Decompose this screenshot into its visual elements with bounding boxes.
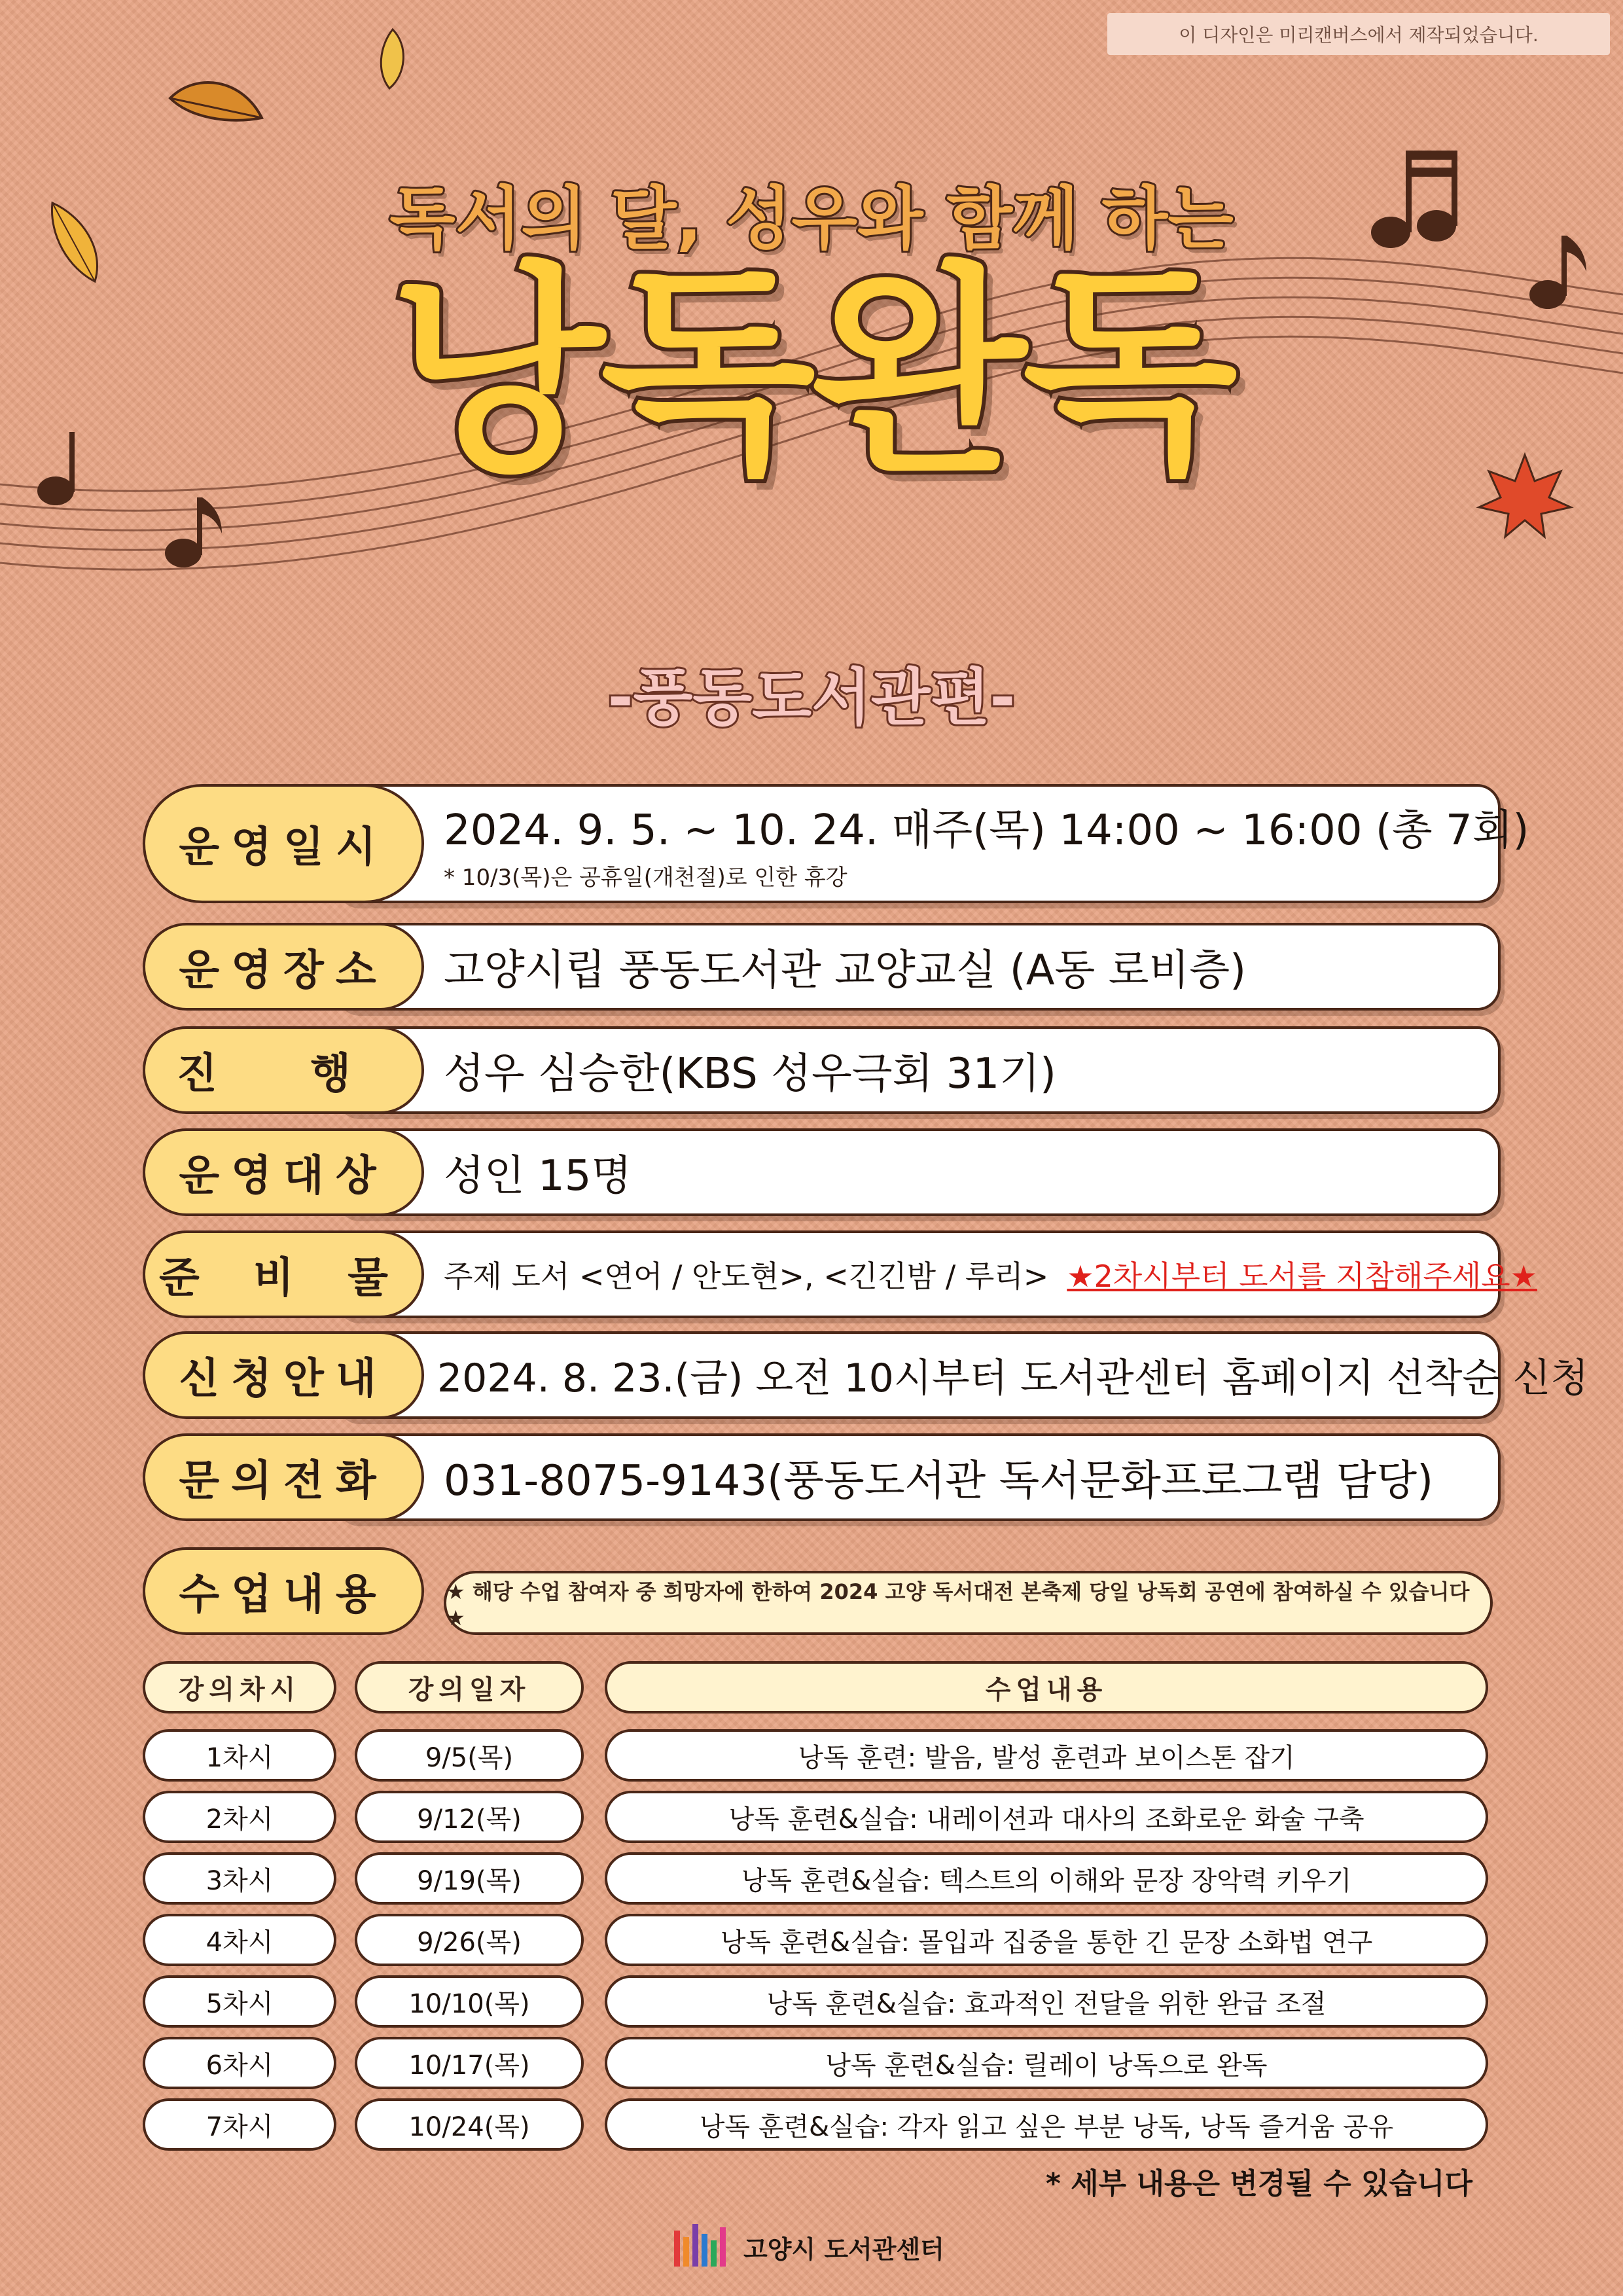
content-cell: 낭독 훈련&실습: 텍스트의 이해와 문장 장악력 키우기	[605, 1852, 1488, 1905]
poster-title: 낭독완독	[389, 243, 1234, 503]
table-header-date: 강의일자	[355, 1661, 584, 1713]
info-label: 운영대상	[143, 1128, 424, 1216]
info-label: 운영일시	[143, 784, 424, 903]
poster-subtitle: 독서의 달, 성우와 함께 하는	[389, 179, 1234, 259]
curriculum-label: 수업내용	[143, 1547, 424, 1635]
session-cell: 3차시	[143, 1852, 336, 1905]
content-cell: 낭독 훈련&실습: 효과적인 전달을 위한 완급 조절	[605, 1975, 1488, 2028]
change-footnote: * 세부 내용은 변경될 수 있습니다	[1045, 2167, 1472, 2200]
design-credit: 이 디자인은 미리캔버스에서 제작되었습니다.	[1107, 13, 1610, 55]
session-cell: 1차시	[143, 1729, 336, 1782]
music-note-icon	[37, 432, 75, 505]
info-value-group	[437, 1331, 1589, 1419]
leaf-icon	[373, 26, 412, 92]
maple-leaf-icon	[1476, 452, 1574, 543]
info-row-target	[143, 1128, 1501, 1216]
info-row-application	[143, 1331, 1589, 1419]
info-value: 주제 도서 <연어 / 안도현>, <긴긴밤 / 루리>	[444, 1259, 1049, 1294]
content-cell: 낭독 훈련&실습: 릴레이 낭독으로 완독	[605, 2037, 1488, 2089]
session-cell: 6차시	[143, 2037, 336, 2089]
logo-text: 고양시 도서관센터	[743, 2234, 944, 2264]
table-header-session: 강의차시	[143, 1661, 336, 1713]
info-note: * 10/3(목)은 공휴일(개천절)로 인한 휴강	[444, 864, 847, 891]
music-note-icon	[165, 497, 222, 567]
info-value: 2024. 9. 5. ~ 10. 24. 매주(목) 14:00 ~ 16:00 (총 7회)	[444, 806, 1529, 855]
info-row-contact	[143, 1433, 1501, 1521]
leaf-icon	[164, 72, 268, 131]
info-label: 문의전화	[143, 1433, 424, 1521]
date-cell: 10/24(목)	[355, 2098, 584, 2151]
contact-phone: 031-8075-9143(풍동도서관 독서문화프로그램 담당)	[444, 1457, 1434, 1505]
session-cell: 4차시	[143, 1914, 336, 1966]
info-value: 고양시립 풍동도서관 교양교실 (A동 로비층)	[444, 946, 1247, 995]
info-row-schedule	[143, 784, 1529, 903]
info-value-group	[444, 923, 1488, 1011]
content-cell: 낭독 훈련&실습: 내레이션과 대사의 조화로운 화술 구축	[605, 1791, 1488, 1843]
leaf-icon	[43, 196, 108, 288]
table-header-content: 수업내용	[605, 1661, 1488, 1713]
session-cell: 2차시	[143, 1791, 336, 1843]
library-center-logo	[674, 2224, 944, 2270]
content-cell: 낭독 훈련&실습: 각자 읽고 싶은 부분 낭독, 낭독 즐거움 공유	[605, 2098, 1488, 2151]
info-value-group	[444, 784, 1529, 903]
poster-edition: -풍동도서관편-	[607, 662, 1016, 734]
info-value-group	[444, 1433, 1488, 1521]
date-cell: 9/5(목)	[355, 1729, 584, 1782]
info-value-group	[444, 1230, 1537, 1318]
info-value: 2024. 8. 23.(금) 오전 10시부터 도서관센터 홈페이지 선착순 신청	[437, 1355, 1589, 1401]
date-cell: 9/12(목)	[355, 1791, 584, 1843]
bring-book-warning: ★2차시부터 도서를 지참해주세요★	[1067, 1259, 1537, 1294]
date-cell: 9/26(목)	[355, 1914, 584, 1966]
info-label: 운영장소	[143, 923, 424, 1011]
info-row-host	[143, 1026, 1501, 1114]
date-cell: 10/17(목)	[355, 2037, 584, 2089]
music-note-icon	[1529, 236, 1586, 309]
content-cell: 낭독 훈련: 발음, 발성 훈련과 보이스톤 잡기	[605, 1729, 1488, 1782]
session-cell: 5차시	[143, 1975, 336, 2028]
double-note-icon	[1371, 151, 1457, 248]
info-row-location	[143, 923, 1501, 1011]
info-value-group	[444, 1128, 1488, 1216]
info-row-materials	[143, 1230, 1537, 1318]
info-label: 준 비 물	[143, 1230, 424, 1318]
session-cell: 7차시	[143, 2098, 336, 2151]
date-cell: 9/19(목)	[355, 1852, 584, 1905]
info-value: 성우 심승한(KBS 성우극회 31기)	[444, 1050, 1057, 1098]
library-logo-icon	[674, 2224, 733, 2270]
curriculum-notice: ★ 해당 수업 참여자 중 희망자에 한하여 2024 고양 독서대전 본축제 당일 낭독회 공연에 참여하실 수 있습니다 ★	[444, 1571, 1493, 1635]
info-label: 진 행	[143, 1026, 424, 1114]
date-cell: 10/10(목)	[355, 1975, 584, 2028]
info-value: 성인 15명	[444, 1152, 632, 1200]
content-cell: 낭독 훈련&실습: 몰입과 집중을 통한 긴 문장 소화법 연구	[605, 1914, 1488, 1966]
info-value-group	[444, 1026, 1488, 1114]
info-label: 신청안내	[143, 1331, 424, 1419]
